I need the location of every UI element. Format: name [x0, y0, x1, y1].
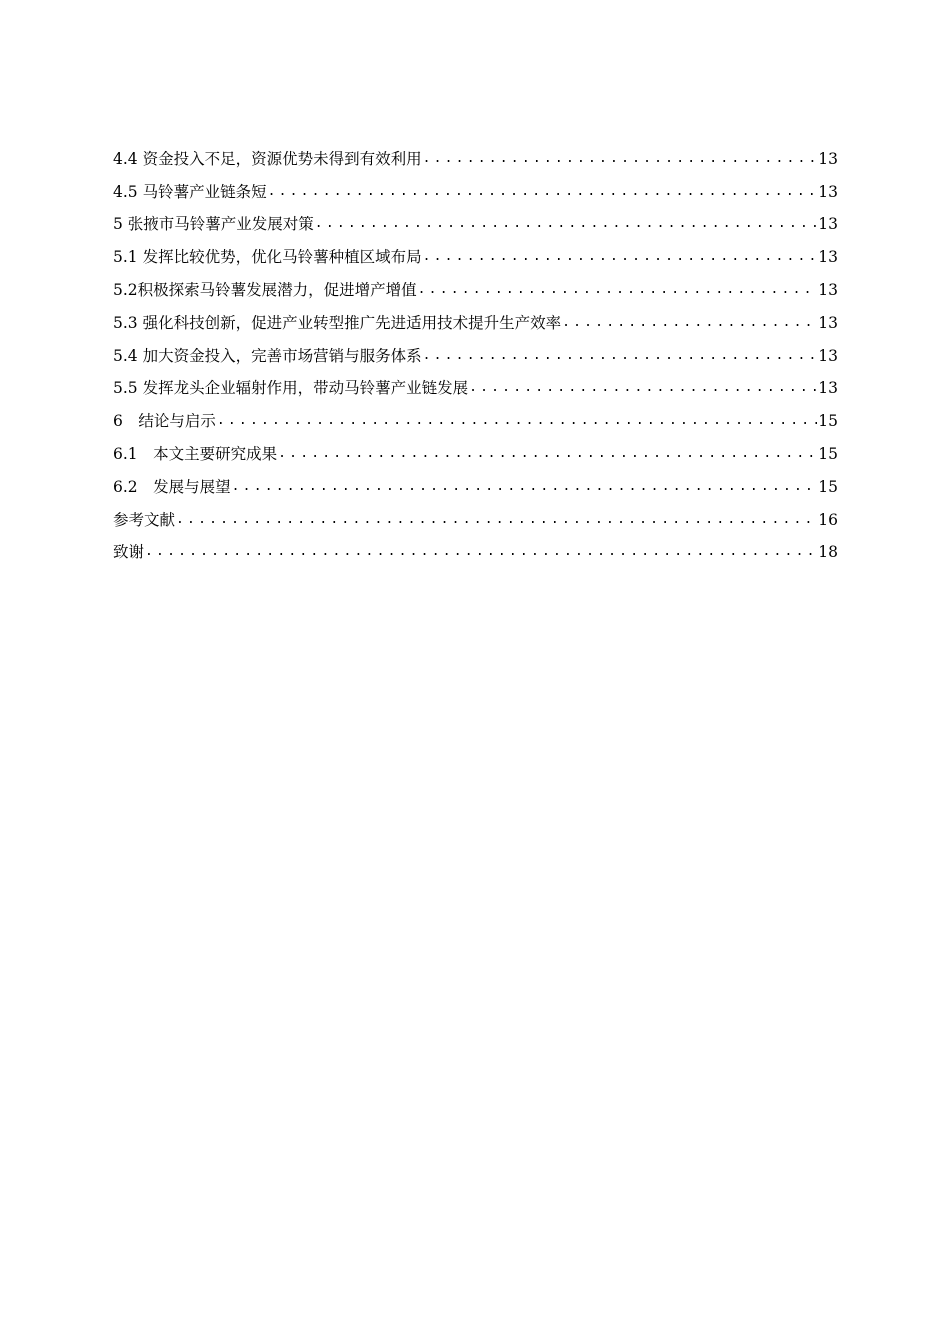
toc-dot-leader [469, 378, 817, 398]
toc-page-number: 15 [818, 477, 838, 496]
toc-entry-5-5[interactable] [113, 366, 838, 399]
toc-page-number: 13 [818, 215, 838, 234]
toc-entry-5-2[interactable] [113, 267, 838, 300]
toc-dot-leader [423, 247, 818, 267]
toc-page-number: 13 [818, 280, 838, 299]
toc-entry-title: 5.1 发挥比较优势，优化马铃薯种植区域布局 [113, 248, 422, 267]
toc-dot-leader [268, 182, 818, 202]
toc-page-number: 13 [818, 149, 838, 168]
toc-dot-leader [176, 510, 817, 530]
toc-page-number: 15 [818, 444, 838, 463]
toc-entry-5[interactable] [113, 202, 838, 235]
toc-dot-leader [315, 214, 817, 234]
toc-entry-5-3[interactable] [113, 300, 838, 333]
toc-entry-title: 参考文献 [113, 510, 176, 529]
toc-entry-6-2[interactable] [113, 464, 838, 497]
table-of-contents [113, 136, 838, 562]
toc-entry-title: 6.2 发展与展望 [113, 477, 231, 496]
toc-page-number: 13 [818, 379, 838, 398]
toc-dot-leader [418, 280, 818, 300]
toc-entry-title: 5.2积极探索马铃薯发展潜力，促进增产增值 [113, 280, 417, 299]
toc-dot-leader [217, 411, 817, 431]
toc-dot-leader [145, 542, 817, 562]
toc-page-number: 16 [818, 510, 838, 529]
toc-page-number: 15 [818, 412, 838, 431]
toc-entry-title: 6.1 本文主要研究成果 [113, 444, 278, 463]
toc-dot-leader [562, 313, 817, 333]
toc-entry-title: 5.3 强化科技创新，促进产业转型推广先进适用技术提升生产效率 [113, 313, 562, 332]
toc-entry-title: 6 结论与启示 [113, 412, 216, 431]
toc-dot-leader [232, 477, 818, 497]
toc-page-number: 13 [818, 248, 838, 267]
toc-entry-5-1[interactable] [113, 234, 838, 267]
toc-entry-acknowledgements[interactable] [113, 530, 838, 563]
toc-entry-title: 致谢 [113, 543, 145, 562]
toc-page-number: 13 [818, 182, 838, 201]
toc-entry-references[interactable] [113, 497, 838, 530]
toc-page-number: 18 [818, 543, 838, 562]
toc-entry-6[interactable] [113, 398, 838, 431]
toc-entry-title: 4.5 马铃薯产业链条短 [113, 182, 267, 201]
toc-entry-4-5[interactable] [113, 169, 838, 202]
toc-dot-leader [423, 149, 818, 169]
toc-entry-5-4[interactable] [113, 333, 838, 366]
toc-dot-leader [423, 346, 818, 366]
toc-entry-title: 5.4 加大资金投入，完善市场营销与服务体系 [113, 346, 422, 365]
toc-entry-6-1[interactable] [113, 431, 838, 464]
toc-page-number: 13 [818, 313, 838, 332]
toc-entry-title: 4.4 资金投入不足，资源优势未得到有效利用 [113, 149, 422, 168]
toc-entry-4-4[interactable] [113, 136, 838, 169]
toc-entry-title: 5.5 发挥龙头企业辐射作用，带动马铃薯产业链发展 [113, 379, 469, 398]
toc-dot-leader [278, 444, 817, 464]
toc-page-number: 13 [818, 346, 838, 365]
toc-entry-title: 5 张掖市马铃薯产业发展对策 [113, 215, 314, 234]
